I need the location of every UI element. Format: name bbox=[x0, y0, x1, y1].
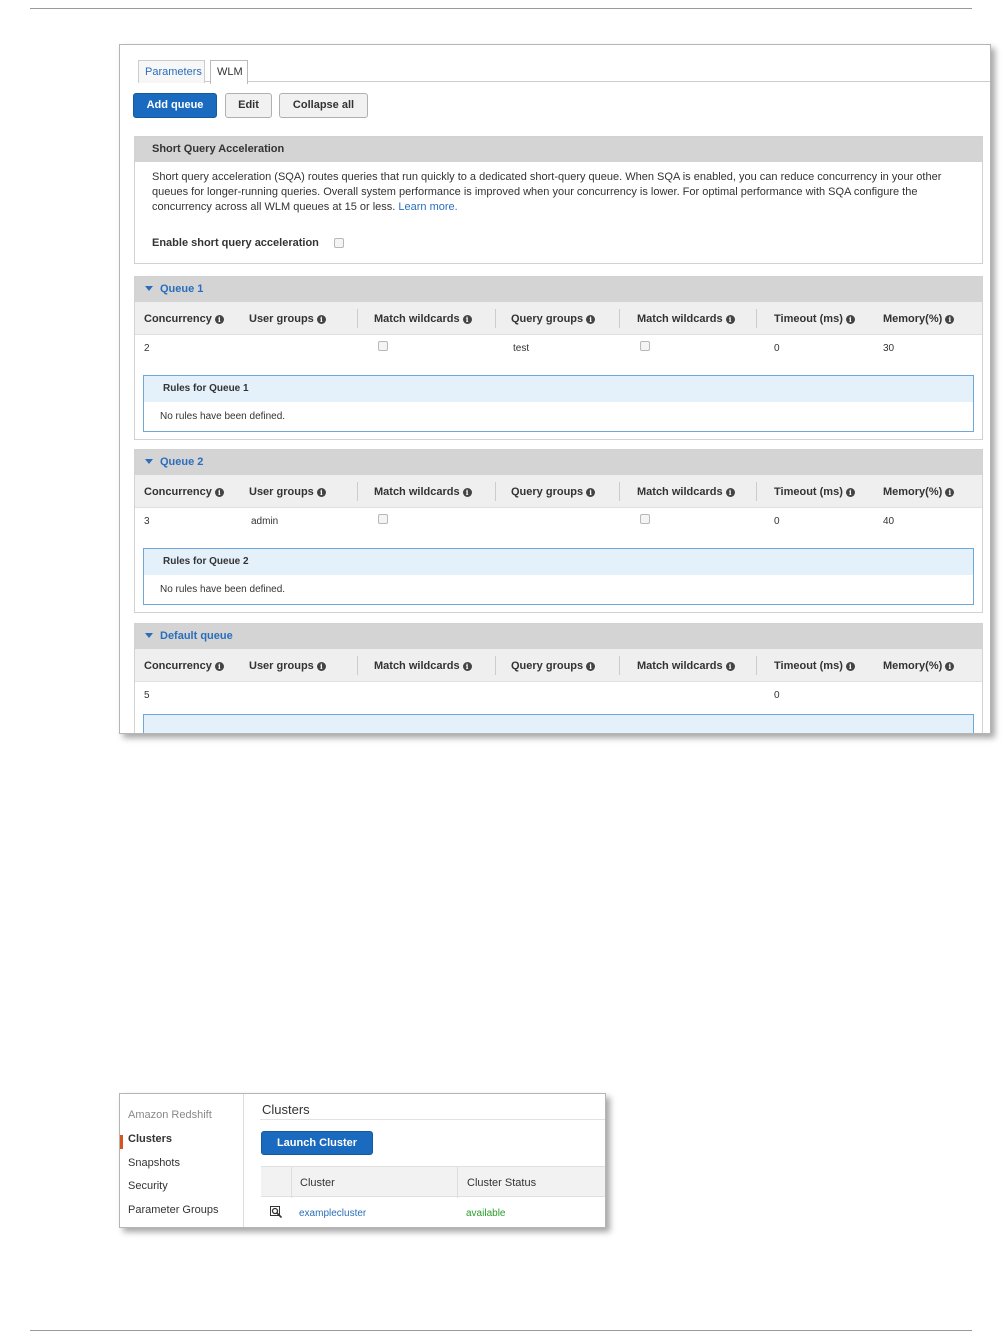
wlm-screenshot bbox=[119, 44, 991, 734]
col-concurrency: Concurrency i bbox=[144, 486, 224, 498]
column-divider bbox=[619, 656, 620, 675]
queue-1-column-header bbox=[135, 302, 982, 335]
col-timeout: Timeout (ms) i bbox=[774, 660, 855, 672]
queue-2-column-header bbox=[135, 475, 982, 508]
rules-title: Rules for Queue 2 bbox=[144, 549, 973, 575]
queue-1-panel bbox=[134, 276, 983, 440]
column-divider bbox=[619, 482, 620, 501]
column-divider bbox=[291, 1167, 292, 1198]
column-divider bbox=[756, 656, 757, 675]
queue-1-title: Queue 1 bbox=[160, 283, 204, 295]
clusters-screenshot bbox=[119, 1093, 606, 1228]
sidebar-brand: Amazon Redshift bbox=[128, 1109, 212, 1121]
col-match-wildcards-queries: Match wildcards i bbox=[637, 486, 735, 498]
sidebar-item-snapshots[interactable]: Snapshots bbox=[128, 1157, 180, 1169]
sidebar-item-security[interactable]: Security bbox=[128, 1180, 168, 1192]
info-icon[interactable]: i bbox=[846, 315, 855, 324]
queue-1-rules bbox=[143, 375, 974, 432]
col-concurrency: Concurrency i bbox=[144, 313, 224, 325]
info-icon[interactable]: i bbox=[586, 662, 595, 671]
col-query-groups: Query groups i bbox=[511, 313, 595, 325]
cluster-name-link[interactable]: examplecluster bbox=[299, 1208, 367, 1219]
col-user-groups: User groups i bbox=[249, 660, 326, 672]
queue-2-rules bbox=[143, 548, 974, 605]
sidebar-item-parameter-groups[interactable]: Parameter Groups bbox=[128, 1204, 219, 1216]
sqa-description bbox=[135, 162, 982, 223]
default-queue-row bbox=[135, 682, 982, 710]
column-divider bbox=[357, 656, 358, 675]
col-concurrency: Concurrency i bbox=[144, 660, 224, 672]
info-icon[interactable]: i bbox=[945, 315, 954, 324]
info-icon[interactable]: i bbox=[586, 315, 595, 324]
learn-more-link[interactable]: Learn more. bbox=[398, 201, 458, 213]
magnifier-icon[interactable] bbox=[270, 1206, 282, 1218]
info-icon[interactable]: i bbox=[726, 662, 735, 671]
info-icon[interactable]: i bbox=[945, 662, 954, 671]
user-groups-value: admin bbox=[251, 516, 279, 527]
queue-1-header[interactable] bbox=[135, 277, 982, 302]
col-match-wildcards-users: Match wildcards i bbox=[374, 313, 472, 325]
col-memory: Memory(%) i bbox=[883, 313, 954, 325]
col-cluster[interactable]: Cluster bbox=[300, 1177, 335, 1189]
query-wildcards-checkbox[interactable] bbox=[640, 341, 650, 351]
active-nav-marker bbox=[120, 1135, 123, 1149]
col-user-groups: User groups i bbox=[249, 313, 326, 325]
info-icon[interactable]: i bbox=[586, 488, 595, 497]
concurrency-value: 2 bbox=[144, 343, 150, 354]
col-match-wildcards-queries: Match wildcards i bbox=[637, 660, 735, 672]
col-timeout: Timeout (ms) i bbox=[774, 313, 855, 325]
edit-button[interactable]: Edit bbox=[225, 93, 272, 118]
tab-parameters[interactable]: Parameters bbox=[138, 60, 205, 83]
memory-value: 30 bbox=[883, 343, 895, 354]
query-groups-value: test bbox=[513, 343, 530, 354]
info-icon[interactable]: i bbox=[726, 315, 735, 324]
queue-2-row bbox=[135, 508, 982, 536]
col-memory: Memory(%) i bbox=[883, 660, 954, 672]
rules-empty-text: No rules have been defined. bbox=[160, 584, 286, 595]
timeout-value: 0 bbox=[774, 516, 780, 527]
sqa-panel bbox=[134, 136, 983, 264]
page-top-rule bbox=[30, 8, 972, 9]
title-divider bbox=[260, 1119, 606, 1120]
tab-wlm[interactable]: WLM bbox=[210, 60, 248, 84]
info-icon[interactable]: i bbox=[846, 488, 855, 497]
collapse-all-button[interactable]: Collapse all bbox=[279, 93, 368, 118]
sqa-enable-label: Enable short query acceleration bbox=[152, 237, 319, 249]
sqa-title: Short Query Acceleration bbox=[135, 137, 982, 162]
info-icon[interactable]: i bbox=[846, 662, 855, 671]
concurrency-value: 3 bbox=[144, 516, 150, 527]
column-divider bbox=[495, 309, 496, 328]
cluster-status: available bbox=[466, 1208, 506, 1219]
col-match-wildcards-users: Match wildcards i bbox=[374, 660, 472, 672]
column-divider bbox=[357, 482, 358, 501]
col-memory: Memory(%) i bbox=[883, 486, 954, 498]
default-queue-title: Default queue bbox=[160, 630, 233, 642]
info-icon[interactable]: i bbox=[463, 488, 472, 497]
info-icon[interactable]: i bbox=[317, 488, 326, 497]
info-icon[interactable]: i bbox=[726, 488, 735, 497]
col-cluster-status[interactable]: Cluster Status bbox=[467, 1177, 537, 1189]
info-icon[interactable]: i bbox=[215, 488, 224, 497]
sidebar bbox=[120, 1094, 244, 1228]
launch-cluster-button[interactable]: Launch Cluster bbox=[261, 1131, 373, 1155]
info-icon[interactable]: i bbox=[945, 488, 954, 497]
info-icon[interactable]: i bbox=[317, 315, 326, 324]
concurrency-value: 5 bbox=[144, 690, 150, 701]
default-queue-column-header bbox=[135, 649, 982, 682]
info-icon[interactable]: i bbox=[463, 662, 472, 671]
caret-down-icon bbox=[145, 459, 153, 464]
page-bottom-rule bbox=[30, 1330, 972, 1331]
col-query-groups: Query groups i bbox=[511, 486, 595, 498]
user-wildcards-checkbox[interactable] bbox=[378, 514, 388, 524]
info-icon[interactable]: i bbox=[463, 315, 472, 324]
rules-title: Rules for Queue 1 bbox=[144, 376, 973, 402]
queue-2-title: Queue 2 bbox=[160, 456, 204, 468]
timeout-value: 0 bbox=[774, 343, 780, 354]
info-icon[interactable]: i bbox=[215, 662, 224, 671]
query-wildcards-checkbox[interactable] bbox=[640, 514, 650, 524]
col-timeout: Timeout (ms) i bbox=[774, 486, 855, 498]
column-divider bbox=[495, 656, 496, 675]
col-match-wildcards-queries: Match wildcards i bbox=[637, 313, 735, 325]
column-divider bbox=[756, 309, 757, 328]
default-queue-rules bbox=[143, 714, 974, 734]
sqa-toggle-row bbox=[152, 237, 344, 249]
page-title: Clusters bbox=[262, 1102, 310, 1117]
caret-down-icon bbox=[145, 286, 153, 291]
default-queue-panel bbox=[134, 623, 983, 734]
column-divider bbox=[357, 309, 358, 328]
rules-empty-text: No rules have been defined. bbox=[160, 411, 286, 422]
sidebar-item-clusters[interactable]: Clusters bbox=[128, 1133, 173, 1145]
info-icon[interactable]: i bbox=[215, 315, 224, 324]
col-match-wildcards-users: Match wildcards i bbox=[374, 486, 472, 498]
queue-1-row bbox=[135, 335, 982, 363]
column-divider bbox=[619, 309, 620, 328]
column-divider bbox=[457, 1167, 458, 1198]
sqa-enable-checkbox[interactable] bbox=[334, 238, 344, 248]
table-row bbox=[261, 1198, 606, 1228]
timeout-value: 0 bbox=[774, 690, 780, 701]
column-divider bbox=[756, 482, 757, 501]
queue-2-header[interactable] bbox=[135, 450, 982, 475]
queue-2-panel bbox=[134, 449, 983, 613]
default-queue-header[interactable] bbox=[135, 624, 982, 649]
col-user-groups: User groups i bbox=[249, 486, 326, 498]
memory-value: 40 bbox=[883, 516, 895, 527]
rules-title-cropped bbox=[144, 715, 973, 734]
column-divider bbox=[495, 482, 496, 501]
clusters-table-header bbox=[261, 1166, 606, 1197]
caret-down-icon bbox=[145, 633, 153, 638]
tab-bar bbox=[138, 58, 991, 82]
add-queue-button[interactable]: Add queue bbox=[133, 93, 217, 118]
col-query-groups: Query groups i bbox=[511, 660, 595, 672]
user-wildcards-checkbox[interactable] bbox=[378, 341, 388, 351]
info-icon[interactable]: i bbox=[317, 662, 326, 671]
sqa-description-text: Short query acceleration (SQA) routes queries that run quickly to a dedicated short-query queue. When SQA is enabled, you can reduce concurrency in your other queues for longer-running queries. Overall system performance is improved when your concurrency is lower. For optimal performance with SQA configure the concurrency across all WLM queues at 15 or less. bbox=[152, 171, 942, 213]
